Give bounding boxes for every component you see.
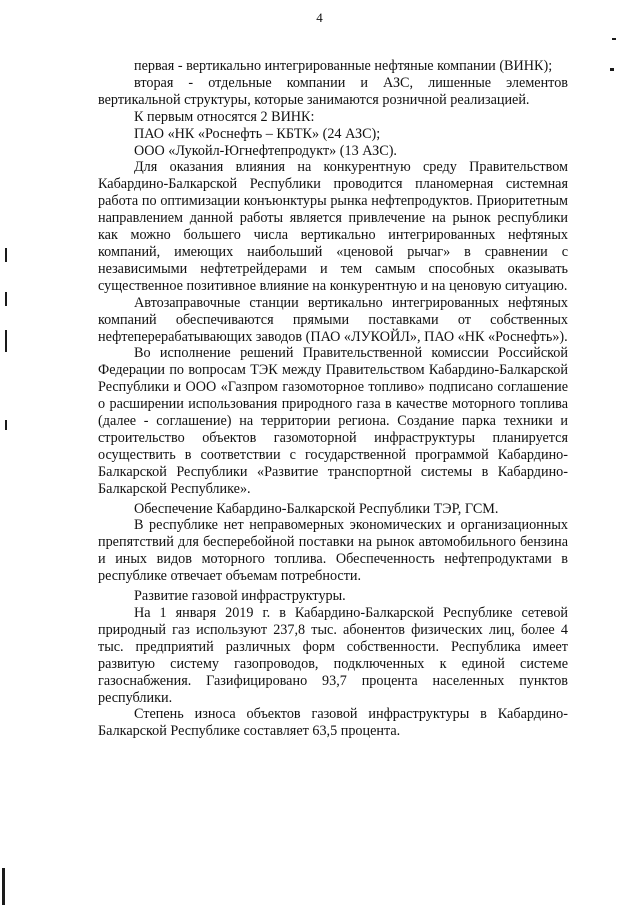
list-item-rosneft: ПАО «НК «Роснефть – КБТК» (24 АЗС); [134,125,381,142]
paragraph-government-policy: Для оказания влияния на конкурентную среду Правительством Кабардино-Балкарской Республики проводится планомерная системная работа по оптимизации конъюнктуры рынка нефтепродуктов. Приоритетным направлением данной работы является привлечение на рынок республики как можно большего числа вертикально интегрированных нефтяных компаний, имеющих наибольший «ценовой рычаг» в сравнении с независимыми нефтетрейдерами и тем самым способных оказывать существенное позитивное влияние на конкурентную и на ценовую ситуацию. [98,159,568,294]
paragraph-vink-definition: первая - вертикально интегрированные нефтяные компании (ВИНК); [134,58,553,74]
scan-margin-mark [612,38,616,40]
scan-margin-mark [5,330,7,352]
paragraph-first-group-intro: К первым относятся 2 ВИНК: [134,108,315,125]
paragraph-gas-subscribers: На 1 января 2019 г. в Кабардино-Балкарской Республике сетевой природный газ используют 237,8 тыс. абонентов физических лиц, более 4 тыс. предприятий различных форм собственности. Республика имеет развитую систему газопроводов, подключенных к единой системе газоснабжения. Газифицировано 93,7 процента населенных пунктов республики. [98,605,568,706]
paragraph-second-group: вторая - отдельные компании и АЗС, лишенные элементов вертикальной структуры, которые занимаются розничной реализацией. [98,74,568,108]
paragraph-gas-stations-supply: Автозаправочные станции вертикально интегрированных нефтяных компаний обеспечиваются прямыми поставками от собственных нефтеперерабатывающих заводов (ПАО «ЛУКОЙЛ», ПАО «НК «Роснефть»). [98,294,568,345]
scan-margin-mark [5,248,7,262]
scan-margin-mark [5,292,7,306]
scan-margin-mark [610,68,614,71]
scan-margin-mark [5,420,7,430]
paragraph-gas-motor-agreement: Во исполнение решений Правительственной комиссии Российской Федерации по вопросам ТЭК между Правительством Кабардино-Балкарской Республики и ООО «Газпром газомоторное топливо» подписано соглашение о расширении использования природного газа в качестве моторного топлива (далее - соглашение) на территории региона. Создание парка техники и строительство объектов газомоторной инфраструктуры планируется осуществить в соответствии с государственной программой Кабардино-Балкарской Республики «Развитие транспортной системы в Кабардино-Балкарской Республике». [98,345,568,497]
paragraph-infrastructure-wear: Степень износа объектов газовой инфраструктуры в Кабардино-Балкарской Республике составляет 63,5 процента. [98,706,568,740]
scan-margin-mark [2,868,5,905]
list-item-lukoil: ООО «Лукойл-Югнефтепродукт» (13 АЗС). [134,142,397,159]
page-number: 4 [316,10,323,25]
paragraph-fuel-supply: В республике нет неправомерных экономических и организационных препятствий для бесперебойной поставки на рынок автомобильного бензина и иных видов моторного топлива. Обеспеченность нефтепродуктами в республике отвечает объемам потребности. [98,517,568,585]
section-heading-fuel-supply: Обеспечение Кабардино-Балкарской Республики ТЭР, ГСМ. [134,500,499,517]
section-heading-gas-infrastructure: Развитие газовой инфраструктуры. [134,588,346,605]
document-body [98,58,568,740]
